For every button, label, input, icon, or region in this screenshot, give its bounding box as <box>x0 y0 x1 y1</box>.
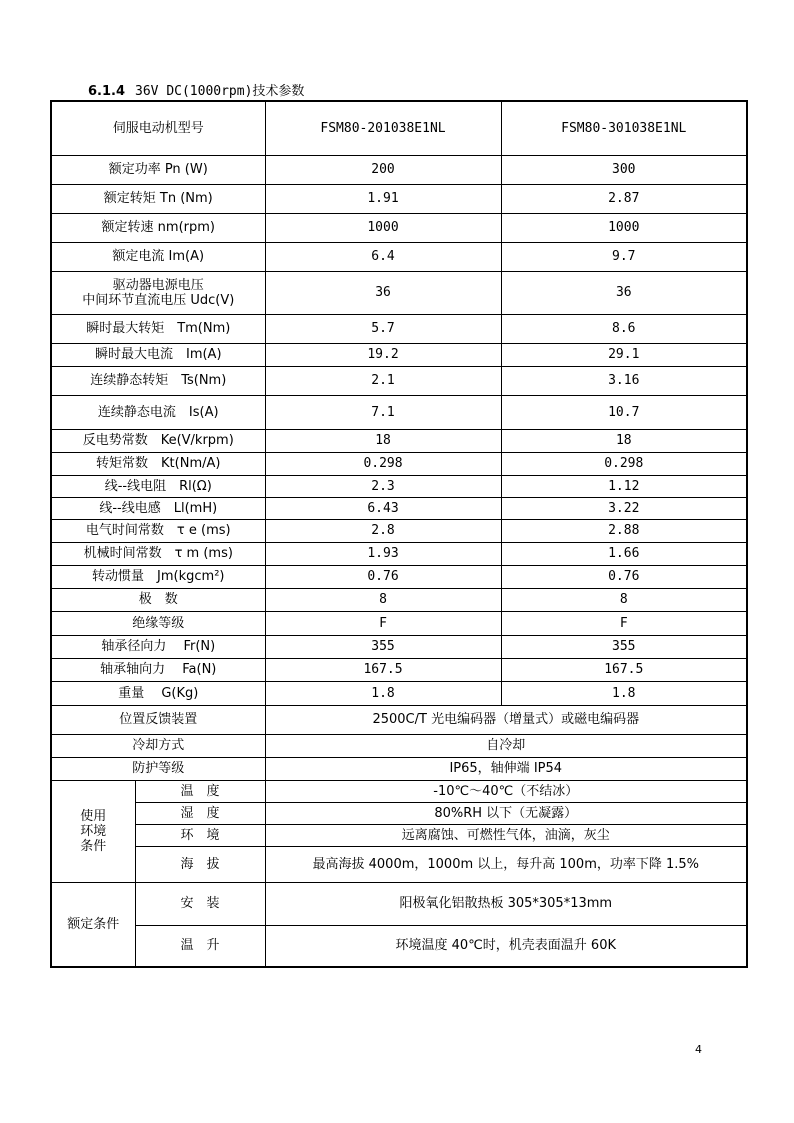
table-row <box>51 271 747 314</box>
row-value-2: 3.22 <box>501 497 747 519</box>
cooling-label: 冷却方式 <box>51 734 265 757</box>
rated-row <box>51 925 747 967</box>
env-group-line-2: 环境 <box>80 823 107 839</box>
row-value-1: 19.2 <box>265 343 501 366</box>
row-value-2: 0.76 <box>501 565 747 588</box>
row-label: 连续静态转矩 Ts(Nm) <box>51 366 265 395</box>
row-label-line-2: 中间环节直流电压 Udc(V) <box>82 292 235 308</box>
rated-temp-rise-label: 温 升 <box>135 925 265 967</box>
env-humidity-label: 湿 度 <box>135 802 265 824</box>
row-label: 瞬时最大电流 Im(A) <box>51 343 265 366</box>
table-row <box>51 314 747 343</box>
table-row <box>51 681 747 705</box>
section-heading <box>88 80 304 99</box>
env-row <box>51 846 747 882</box>
table-row <box>51 213 747 242</box>
row-value-2: 0.298 <box>501 452 747 475</box>
header-model-label: 伺服电动机型号 <box>51 101 265 155</box>
table-row <box>51 475 747 497</box>
row-value-2: 1.8 <box>501 681 747 705</box>
row-label: 重量 G(Kg) <box>51 681 265 705</box>
env-temperature-label: 温 度 <box>135 780 265 802</box>
row-label: 线--线电感 Ll(mH) <box>51 497 265 519</box>
row-value-2: 1.12 <box>501 475 747 497</box>
row-value-1: 18 <box>265 429 501 452</box>
table-row <box>51 658 747 681</box>
row-label: 轴承轴向力 Fa(N) <box>51 658 265 681</box>
env-environment-label: 环 境 <box>135 824 265 846</box>
row-value-1: 1000 <box>265 213 501 242</box>
section-number: 6.1.4 <box>88 84 126 99</box>
row-value-1: 1.8 <box>265 681 501 705</box>
row-label: 极 数 <box>51 588 265 611</box>
table-row <box>51 452 747 475</box>
row-value-1: 167.5 <box>265 658 501 681</box>
row-label: 反电势常数 Ke(V/krpm) <box>51 429 265 452</box>
env-altitude-label: 海 拔 <box>135 846 265 882</box>
row-value-1: 200 <box>265 155 501 184</box>
row-label: 连续静态电流 Is(A) <box>51 395 265 429</box>
row-label: 额定转速 nm(rpm) <box>51 213 265 242</box>
rated-temp-rise-value: 环境温度 40℃时，机壳表面温升 60K <box>265 925 747 967</box>
row-label: 线--线电阻 Rl(Ω) <box>51 475 265 497</box>
row-value-1: 1.91 <box>265 184 501 213</box>
row-label: 机械时间常数 τ m (ms) <box>51 542 265 565</box>
row-value-2: 18 <box>501 429 747 452</box>
env-group-line-3: 条件 <box>80 838 107 854</box>
table-row <box>51 519 747 542</box>
rated-row <box>51 882 747 925</box>
row-label-line-1: 驱动器电源电压 <box>112 277 204 293</box>
row-value-2: F <box>501 611 747 635</box>
row-value-1: 5.7 <box>265 314 501 343</box>
table-header-row <box>51 101 747 155</box>
table-row <box>51 184 747 213</box>
row-value-1: 6.43 <box>265 497 501 519</box>
row-label: 绝缘等级 <box>51 611 265 635</box>
row-label: 转动惯量 Jm(kgcm²) <box>51 565 265 588</box>
header-model-1: FSM80-201038E1NL <box>265 101 501 155</box>
row-value-1: 1.93 <box>265 542 501 565</box>
row-value-2: 2.87 <box>501 184 747 213</box>
row-value-2: 2.88 <box>501 519 747 542</box>
row-value-2: 1000 <box>501 213 747 242</box>
table-row <box>51 343 747 366</box>
row-value-2: 8.6 <box>501 314 747 343</box>
table-row <box>51 395 747 429</box>
protection-value: IP65，轴伸端 IP54 <box>265 757 747 780</box>
protection-label: 防护等级 <box>51 757 265 780</box>
row-label: 瞬时最大转矩 Tm(Nm) <box>51 314 265 343</box>
env-row <box>51 780 747 802</box>
row-value-2: 355 <box>501 635 747 658</box>
row-value-2: 300 <box>501 155 747 184</box>
env-temperature-value: -10℃～40℃（不结冰） <box>265 780 747 802</box>
table-row-merged <box>51 757 747 780</box>
row-value-1: 355 <box>265 635 501 658</box>
row-value-1: 2.8 <box>265 519 501 542</box>
row-value-1: 6.4 <box>265 242 501 271</box>
row-label: 电气时间常数 τ e (ms) <box>51 519 265 542</box>
row-value-2: 29.1 <box>501 343 747 366</box>
position-feedback-value: 2500C/T 光电编码器（增量式）或磁电编码器 <box>265 705 747 734</box>
table-row <box>51 635 747 658</box>
table-row <box>51 155 747 184</box>
row-value-2: 3.16 <box>501 366 747 395</box>
row-value-2: 8 <box>501 588 747 611</box>
section-title: 36V DC(1000rpm)技术参数 <box>135 84 305 99</box>
table-row <box>51 611 747 635</box>
row-value-2: 167.5 <box>501 658 747 681</box>
row-label <box>51 271 265 314</box>
row-value-1: 2.1 <box>265 366 501 395</box>
spec-table <box>50 100 748 968</box>
table-row-merged <box>51 705 747 734</box>
env-altitude-value: 最高海拔 4000m，1000m 以上，每升高 100m，功率下降 1.5% <box>265 846 747 882</box>
rated-install-label: 安 装 <box>135 882 265 925</box>
header-model-2: FSM80-301038E1NL <box>501 101 747 155</box>
table-row <box>51 366 747 395</box>
position-feedback-label: 位置反馈装置 <box>51 705 265 734</box>
row-value-1: 2.3 <box>265 475 501 497</box>
env-group-line-1: 使用 <box>80 808 107 824</box>
page-number: 4 <box>695 1043 702 1056</box>
cooling-value: 自冷却 <box>265 734 747 757</box>
rated-install-value: 阳极氧化铝散热板 305*305*13mm <box>265 882 747 925</box>
row-value-2: 1.66 <box>501 542 747 565</box>
row-value-1: 8 <box>265 588 501 611</box>
env-group-label <box>51 780 135 882</box>
row-label: 额定转矩 Tn (Nm) <box>51 184 265 213</box>
table-row <box>51 429 747 452</box>
row-value-1: 0.298 <box>265 452 501 475</box>
row-label: 额定电流 Im(A) <box>51 242 265 271</box>
row-label: 转矩常数 Kt(Nm/A) <box>51 452 265 475</box>
row-value-2: 10.7 <box>501 395 747 429</box>
row-value-2: 9.7 <box>501 242 747 271</box>
table-row-merged <box>51 734 747 757</box>
row-value-1: F <box>265 611 501 635</box>
table-row <box>51 497 747 519</box>
row-label: 额定功率 Pn (W) <box>51 155 265 184</box>
row-value-1: 36 <box>265 271 501 314</box>
table-row <box>51 542 747 565</box>
env-environment-value: 远离腐蚀、可燃性气体，油滴，灰尘 <box>265 824 747 846</box>
row-value-1: 7.1 <box>265 395 501 429</box>
rated-group-label: 额定条件 <box>51 882 135 967</box>
env-row <box>51 802 747 824</box>
table-row <box>51 565 747 588</box>
row-value-2: 36 <box>501 271 747 314</box>
env-humidity-value: 80%RH 以下（无凝露） <box>265 802 747 824</box>
env-row <box>51 824 747 846</box>
row-label: 轴承径向力 Fr(N) <box>51 635 265 658</box>
table-row <box>51 588 747 611</box>
row-value-1: 0.76 <box>265 565 501 588</box>
table-row <box>51 242 747 271</box>
